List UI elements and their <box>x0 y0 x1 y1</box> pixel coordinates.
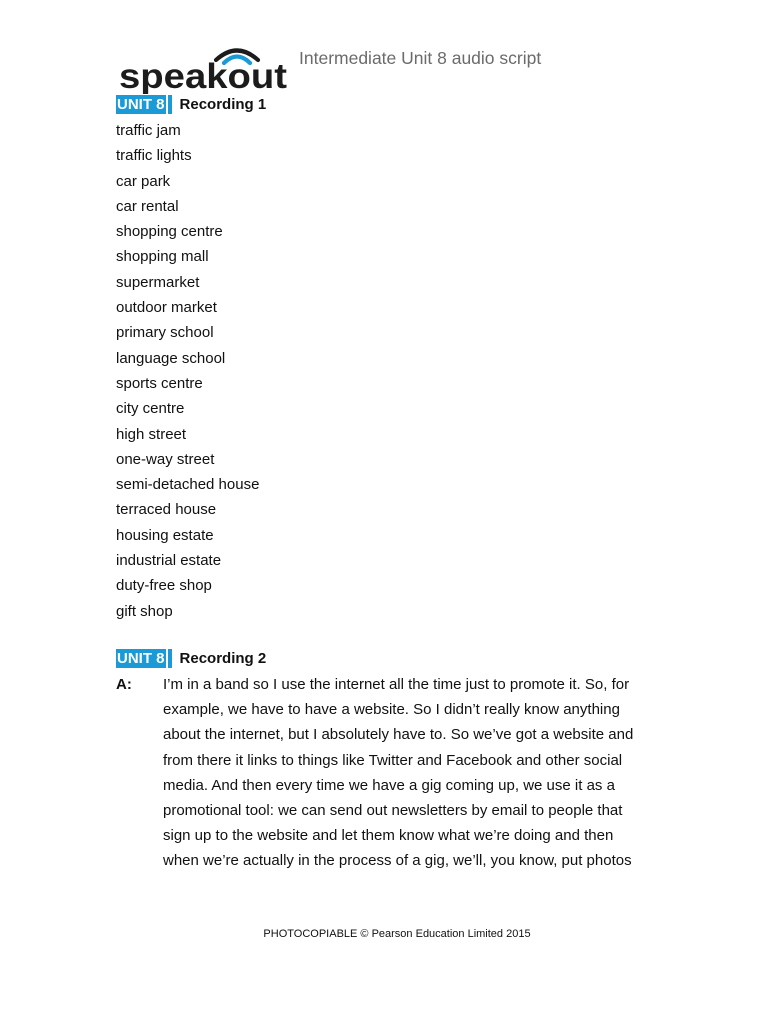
page-header <box>116 40 676 94</box>
recording-label: Recording 2 <box>179 650 267 667</box>
speech-line: when we’re actually in the process of a gig, we’ll, you know, put photos <box>163 852 632 870</box>
list-item: primary school <box>116 324 214 342</box>
speech-line: about the internet, but I absolutely have to. So we’ve got a website and <box>163 726 634 744</box>
list-item: sports centre <box>116 374 203 392</box>
unit-badge-bar <box>168 649 172 668</box>
list-item: supermarket <box>116 273 200 291</box>
recording-label: Recording 1 <box>179 96 267 113</box>
list-item: one-way street <box>116 450 215 468</box>
speech-line: I’m in a band so I use the internet all the time just to promote it. So, for <box>163 676 630 693</box>
list-item: duty-free shop <box>116 577 212 595</box>
list-item: traffic jam <box>116 122 181 139</box>
list-item: shopping centre <box>116 223 223 241</box>
unit-badge: UNIT 8 <box>117 650 165 667</box>
list-item: city centre <box>116 400 185 418</box>
page-footer: PHOTOCOPIABLE © Pearson Education Limited 2015 <box>263 928 531 940</box>
page-title: Intermediate Unit 8 audio script <box>299 48 542 68</box>
recording-1-heading <box>116 95 266 114</box>
unit-badge-bar <box>168 95 172 114</box>
speaker-label: A: <box>116 676 132 693</box>
list-item: terraced house <box>116 501 217 519</box>
unit-badge: UNIT 8 <box>117 96 165 113</box>
list-item: gift shop <box>116 602 173 620</box>
list-item: car park <box>116 172 171 190</box>
logo-wordmark: speakout <box>119 57 288 94</box>
list-item: shopping mall <box>116 248 209 266</box>
speakout-logo <box>116 44 292 94</box>
speech-line: media. And then every time we have a gig coming up, we use it as a <box>163 776 615 794</box>
speech-line: from there it links to things like Twitter and Facebook and other social <box>163 751 623 769</box>
list-item: industrial estate <box>116 552 222 570</box>
list-item: outdoor market <box>116 299 217 317</box>
list-item: car rental <box>116 197 179 215</box>
list-item: housing estate <box>116 526 214 544</box>
list-item: high street <box>116 425 187 443</box>
recording-2-heading <box>116 649 266 668</box>
speech-paragraph <box>163 672 655 874</box>
list-item: language school <box>116 349 226 367</box>
speech-line: promotional tool: we can send out newsletters by email to people that <box>163 802 623 820</box>
speech-line: example, we have to have a website. So I didn’t really know anything <box>163 701 620 719</box>
vocabulary-list <box>116 118 259 624</box>
list-item: semi-detached house <box>116 476 260 494</box>
list-item: traffic lights <box>116 147 192 165</box>
speech-line: sign up to the website and let them know what we’re doing and then <box>163 827 614 845</box>
